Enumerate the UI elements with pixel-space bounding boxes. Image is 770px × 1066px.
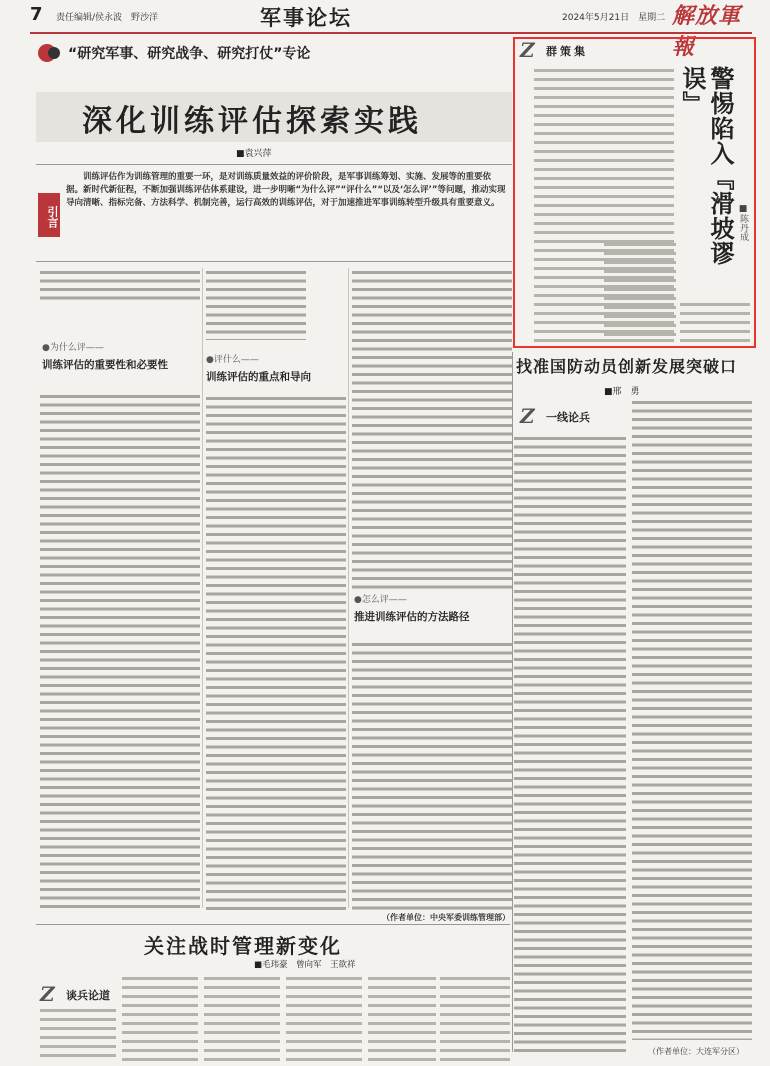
subhead-3-text: 推进训练评估的方法路径: [354, 611, 470, 623]
editors-line: 责任编辑/侯永波 野沙洋: [56, 13, 159, 23]
subhead-2: ●评什么—— 训练评估的重点和导向: [206, 352, 351, 382]
main-col1-text: [40, 392, 200, 910]
subhead-1: ●为什么评—— 训练评估的重要性和必要性: [42, 340, 198, 374]
article-right-column-header: [520, 404, 610, 428]
newspaper-masthead: 解放軍報: [672, 3, 742, 60]
article-bottom-col1: [40, 1006, 116, 1062]
page-number: 7: [30, 4, 43, 25]
main-title-block: [36, 92, 512, 142]
divider: [36, 924, 510, 925]
intro-block: [36, 164, 512, 262]
banner-dot-dark-icon: [48, 47, 60, 59]
series-banner-text: “研究军事、研究战争、研究打仗”专论: [68, 46, 311, 62]
column-logo-icon: Z: [40, 982, 55, 1006]
article-right-title-block: [516, 354, 752, 380]
article-right-column-name: 一线论兵: [546, 411, 590, 424]
sidebar-text-col3: [680, 300, 750, 342]
article-bottom-column-header: [40, 984, 120, 1004]
column-logo-icon: Z: [520, 38, 535, 62]
subhead-2-text: 训练评估的重点和导向: [206, 371, 311, 383]
article-right-col2: [632, 398, 752, 1040]
article-bottom-title: 关注战时管理新变化: [144, 934, 342, 958]
article-bottom-col3: [204, 974, 280, 1062]
sidebar-title: 警惕陷入『滑坡谬误』: [678, 66, 734, 266]
section-title: 军事论坛: [260, 6, 352, 30]
main-col2-text: [206, 394, 346, 910]
article-bottom-col5: [368, 974, 436, 1062]
article-bottom-col2: [122, 974, 198, 1062]
main-col3-text: [352, 268, 512, 590]
subhead-3: ●怎么评—— 推进训练评估的方法路径: [354, 592, 510, 626]
main-article-title: 深化训练评估探索实践: [82, 104, 422, 139]
article-right-col1: [514, 434, 626, 1052]
article-right-title: 找准国防动员创新发展突破口: [516, 357, 738, 376]
main-col2-text-top: [206, 268, 306, 340]
series-banner: [38, 40, 506, 66]
intro-text: 训练评估作为训练管理的重要一环，是对训练质量效益的评价阶段，是军事训练筹划、实施、发展等的重要依据。新时代新征程，不断加强训练评估体系建设，进一步明晰“为什么评”“评什么”“以及‘怎么评’”等问题，推动实现导向清晰、指标完备、方法科学、机制完善，运行高效的训练评估，对于加速推进军事训练转型升级具有重要意义。: [66, 172, 506, 208]
sidebar-column-header: [520, 38, 588, 62]
publication-date: 2024年5月21日 星期二: [562, 13, 666, 23]
main-article-author-note: （作者单位：中央军委训练管理部）: [382, 913, 510, 922]
article-bottom-column-name: 谈兵论道: [66, 989, 110, 1002]
column-logo-icon: Z: [520, 404, 535, 428]
sidebar-text-col2: [604, 240, 676, 342]
intro-marker: 引言: [38, 193, 60, 237]
sidebar-column-name: 群策集: [546, 45, 588, 58]
article-right-author-note: （作者单位：大连军分区）: [648, 1047, 744, 1056]
article-bottom-col4: [286, 974, 362, 1062]
main-col3-text-lower: [352, 640, 512, 912]
main-col1-text-top: [40, 268, 200, 300]
article-bottom-byline: ■毛玮豪 曾向军 王欲祥: [254, 960, 356, 970]
article-bottom-col6: [440, 974, 510, 1062]
subhead-1-text: 训练评估的重要性和必要性: [42, 359, 168, 371]
article-right-byline: ■邢 勇: [604, 387, 640, 397]
main-article-byline: ■袁兴萍: [236, 149, 272, 159]
sidebar-byline: ■陈丹成: [738, 204, 748, 241]
